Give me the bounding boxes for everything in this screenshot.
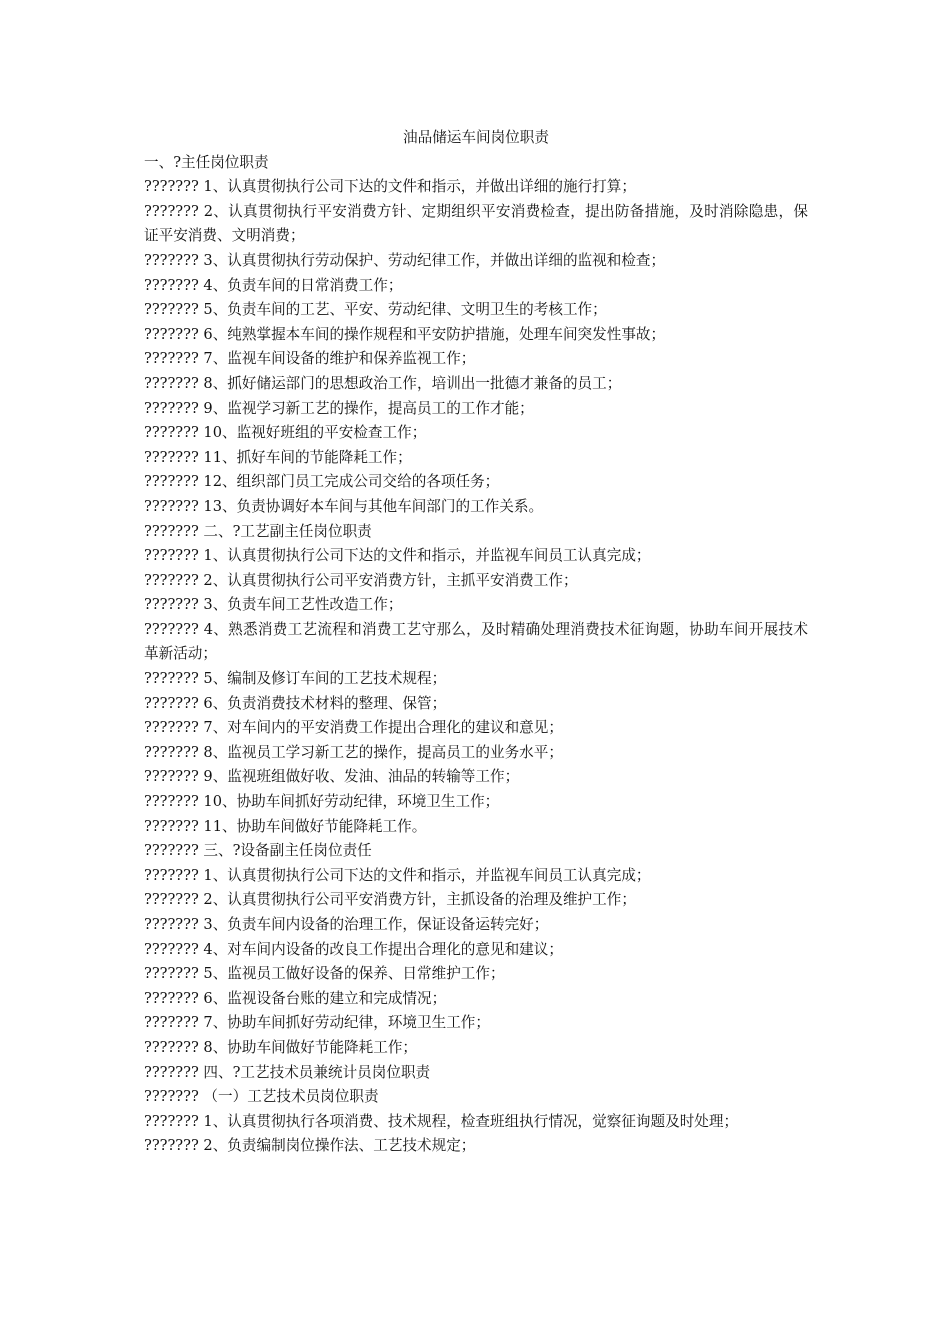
text-line: ??????? 11、抓好车间的节能降耗工作；	[144, 448, 412, 466]
text-line: ??????? 1、认真贯彻执行公司下达的文件和指示，并做出详细的施行打算；	[144, 178, 636, 196]
text-line: ??????? 6、监视设备台账的建立和完成情况；	[144, 989, 447, 1007]
text-line: ??????? 5、编制及修订车间的工艺技术规程；	[144, 670, 447, 688]
text-line: ??????? 2、认真贯彻执行公司平安消费方针，主抓设备的治理及维护工作；	[144, 891, 636, 909]
text-line: ??????? 5、负责车间的工艺、平安、劳动纪律、文明卫生的考核工作；	[144, 301, 607, 319]
text-line: ??????? 二、?工艺副主任岗位职责	[144, 522, 372, 540]
text-line: 一、?主任岗位职责	[144, 153, 269, 171]
text-line: ??????? 9、监视班组做好收、发油、油品的转输等工作；	[144, 768, 520, 786]
text-line: ??????? 6、纯熟掌握本车间的操作规程和平安防护措施，处理车间突发性事故；	[144, 325, 666, 343]
text-line: ??????? 8、抓好储运部门的思想政治工作，培训出一批德才兼备的员工；	[144, 374, 622, 392]
text-line: ??????? 3、负责车间内设备的治理工作，保证设备运转完好；	[144, 916, 549, 933]
text-line: ??????? 8、协助车间做好节能降耗工作；	[144, 1038, 418, 1056]
text-line: ??????? 7、协助车间抓好劳动纪律，环境卫生工作；	[144, 1014, 490, 1032]
text-line: ??????? 3、负责车间工艺性改造工作；	[144, 596, 403, 614]
text-line: ??????? 4、负责车间的日常消费工作；	[144, 276, 403, 294]
text-line: ??????? 8、监视员工学习新工艺的操作，提高员工的业务水平；	[144, 743, 563, 761]
text-line: ??????? 11、协助车间做好节能降耗工作。	[144, 817, 427, 835]
text-line: ??????? 9、监视学习新工艺的操作，提高员工的工作才能；	[144, 399, 534, 417]
document-page	[144, 126, 808, 1159]
text-line: ??????? 7、对车间内的平安消费工作提出合理化的建议和意见；	[144, 719, 563, 737]
text-line: ??????? 10、协助车间抓好劳动纪律，环境卫生工作；	[144, 793, 500, 811]
text-line: ??????? 三、?设备副主任岗位责任	[144, 842, 372, 860]
text-line: ??????? 4、对车间内设备的改良工作提出合理化的意见和建议；	[144, 940, 563, 958]
text-line: ??????? 4、熟悉消费工艺流程和消费工艺守那么，及时精确处理消费技术征询题，协助车间开展技术革新活动；	[144, 620, 808, 663]
text-line: ??????? 10、监视好班组的平安检查工作；	[144, 424, 427, 442]
text-line: ??????? 2、认真贯彻执行平安消费方针、定期组织平安消费检查，提出防备措施，及时消除隐患，保证平安消费、文明消费；	[144, 202, 808, 245]
text-line: ??????? 四、?工艺技术员兼统计员岗位职责	[144, 1063, 431, 1081]
text-line: ??????? 1、认真贯彻执行各项消费、技术规程，检查班组执行情况，觉察征询题及时处理；	[144, 1112, 739, 1130]
text-line: ??????? 6、负责消费技术材料的整理、保管；	[144, 694, 447, 712]
text-line: ??????? 2、负责编制岗位操作法、工艺技术规定；	[144, 1137, 476, 1155]
document-body	[144, 151, 808, 1159]
text-line: ??????? 1、认真贯彻执行公司下达的文件和指示，并监视车间员工认真完成；	[144, 866, 651, 884]
document-title: 油品储运车间岗位职责	[403, 129, 549, 146]
text-line: ??????? 12、组织部门员工完成公司交给的各项任务；	[144, 473, 500, 491]
text-line: ??????? 1、认真贯彻执行公司下达的文件和指示，并监视车间员工认真完成；	[144, 547, 651, 565]
text-line: ??????? 5、监视员工做好设备的保养、日常维护工作；	[144, 965, 505, 983]
text-line: ??????? （一）工艺技术员岗位职责	[144, 1088, 379, 1106]
text-line: ??????? 3、认真贯彻执行劳动保护、劳动纪律工作，并做出详细的监视和检查；	[144, 251, 666, 269]
text-line: ??????? 13、负责协调好本车间与其他车间部门的工作关系。	[144, 497, 544, 515]
text-line: ??????? 2、认真贯彻执行公司平安消费方针，主抓平安消费工作；	[144, 571, 578, 589]
text-line: ??????? 7、监视车间设备的维护和保养监视工作；	[144, 350, 476, 368]
